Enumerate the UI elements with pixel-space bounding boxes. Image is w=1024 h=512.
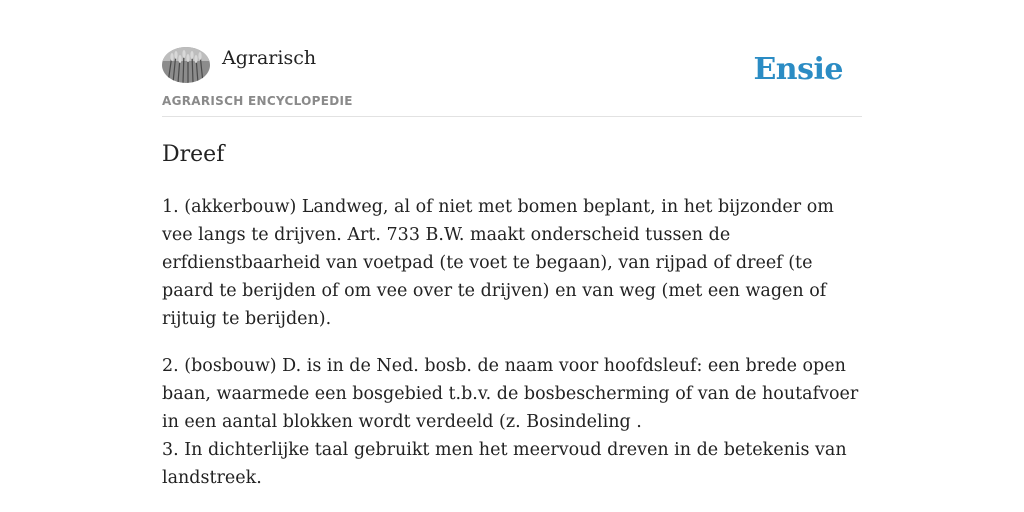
source-header [162,0,862,117]
definition-paragraph-3: 3. In dichterlijke taal gebruikt men het meervoud dreven in de betekenis van landstreek. [162,440,847,488]
definition-paragraph-2: 2. (bosbouw) D. is in de Ned. bosb. de naam voor hoofdsleuf: een brede open baan, waarmede een bosgebied t.b.v. de bosbescherming of van de houtafvoer in een aantal blokken wordt verdeeld (z. Bosindeling . [162,356,859,432]
article-title: Dreef [162,142,225,167]
source-subtitle: AGRARISCH ENCYCLOPEDIE [162,94,353,108]
wheat-photo-icon[interactable] [162,47,210,83]
brand-logo-link[interactable]: Ensie [753,52,843,87]
article-content [162,140,862,492]
definition-paragraph-1: 1. (akkerbouw) Landweg, al of niet met bomen beplant, in het bijzonder om vee langs te drijven. Art. 733 B.W. maakt onderscheid tussen de erfdienstbaarheid van voetpad (te voet te begaan), van rijpad of dreef (te paard te berijden of om vee over te drijven) en van weg (met een wagen of rijtuig te berijden). [162,197,834,329]
wheat-photo-icon-graphic [162,47,210,83]
source-name-link[interactable]: Agrarisch [222,47,317,69]
